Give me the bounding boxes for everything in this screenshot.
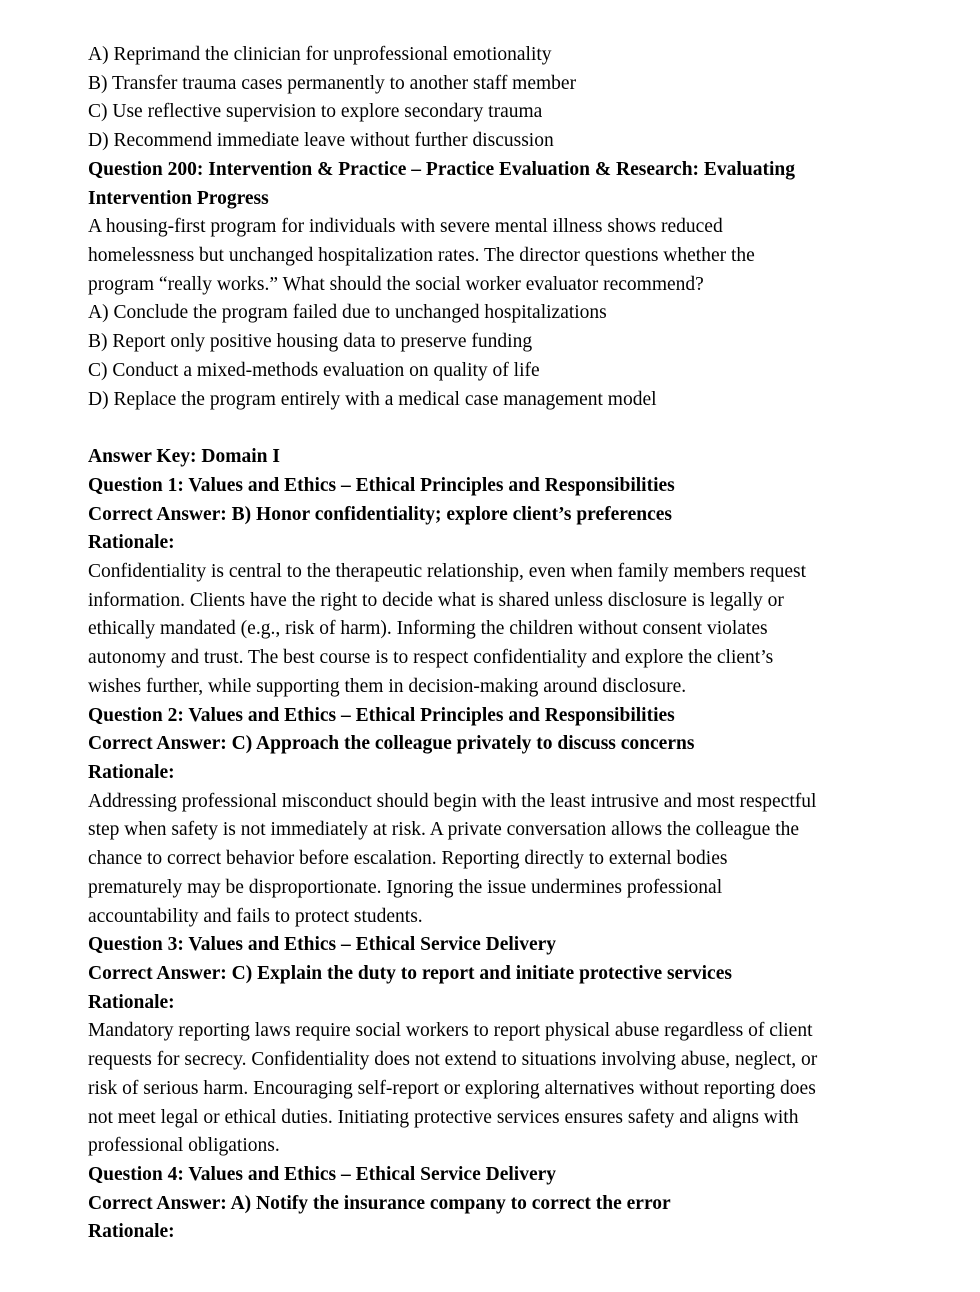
heading-line: Rationale: — [88, 1221, 175, 1243]
text-line: homelessness but unchanged hospitalization rates. The director questions whether the — [88, 245, 755, 267]
text-line: professional obligations. — [88, 1135, 280, 1157]
text-line: A) Reprimand the clinician for unprofessional emotionality — [88, 44, 552, 65]
text-line: D) Replace the program entirely with a medical case management model — [88, 388, 657, 410]
heading-line: Answer Key: Domain I — [88, 446, 280, 468]
heading-line: Question 4: Values and Ethics – Ethical Service Delivery — [88, 1164, 556, 1186]
heading-line: Question 3: Values and Ethics – Ethical Service Delivery — [88, 934, 556, 956]
heading-line: Question 2: Values and Ethics – Ethical Principles and Responsibilities — [88, 704, 675, 726]
heading-line: Rationale: — [88, 761, 175, 783]
document-content — [88, 41, 920, 1247]
text-line: information. Clients have the right to decide what is shared unless disclosure is legally or — [88, 589, 784, 611]
heading-line: Rationale: — [88, 532, 175, 554]
text-line: Addressing professional misconduct should begin with the least intrusive and most respectful — [88, 790, 817, 812]
heading-line: Correct Answer: A) Notify the insurance company to correct the error — [88, 1192, 671, 1214]
text-line: accountability and fails to protect students. — [88, 905, 423, 927]
text-line: wishes further, while supporting them in decision-making around disclosure. — [88, 675, 687, 697]
text-line: B) Report only positive housing data to preserve funding — [88, 331, 533, 353]
text-line: program “really works.” What should the social worker evaluator recommend? — [88, 273, 704, 295]
text-line: Confidentiality is central to the therapeutic relationship, even when family members request — [88, 560, 807, 582]
text-line: ethically mandated (e.g., risk of harm). Informing the children without consent violates — [88, 618, 768, 640]
text-line: requests for secrecy. Confidentiality does not extend to situations involving abuse, neglect, or — [88, 1049, 818, 1071]
heading-line: Correct Answer: C) Explain the duty to report and initiate protective services — [88, 963, 732, 984]
text-line: C) Use reflective supervision to explore secondary trauma — [88, 101, 543, 123]
text-line: B) Transfer trauma cases permanently to another staff member — [88, 72, 577, 94]
heading-line: Question 200: Intervention & Practice – Practice Evaluation & Research: Evaluating — [88, 158, 795, 180]
text-line: risk of serious harm. Encouraging self-report or exploring alternatives without reporting does — [88, 1077, 816, 1099]
text-line: Mandatory reporting laws require social workers to report physical abuse regardless of client — [88, 1020, 813, 1042]
text-line: chance to correct behavior before escalation. Reporting directly to external bodies — [88, 848, 728, 870]
text-line: not meet legal or ethical duties. Initiating protective services ensures safety and aligns with — [88, 1106, 799, 1128]
heading-line: Rationale: — [88, 991, 175, 1013]
text-line: C) Conduct a mixed-methods evaluation on quality of life — [88, 359, 540, 381]
text-line: A) Conclude the program failed due to unchanged hospitalizations — [88, 302, 607, 324]
heading-line: Intervention Progress — [88, 187, 269, 209]
heading-line: Correct Answer: C) Approach the colleague privately to discuss concerns — [88, 733, 695, 755]
text-line: autonomy and trust. The best course is to respect confidentiality and explore the client’s — [88, 647, 774, 669]
text-line: D) Recommend immediate leave without further discussion — [88, 130, 554, 152]
text-line — [88, 414, 920, 443]
heading-line: Question 1: Values and Ethics – Ethical Principles and Responsibilities — [88, 474, 675, 496]
heading-line: Correct Answer: B) Honor confidentiality; explore client’s preferences — [88, 503, 672, 525]
text-line: step when safety is not immediately at risk. A private conversation allows the colleague the — [88, 819, 800, 841]
text-line: prematurely may be disproportionate. Ignoring the issue undermines professional — [88, 876, 723, 898]
text-line: A housing-first program for individuals with severe mental illness shows reduced — [88, 216, 723, 238]
